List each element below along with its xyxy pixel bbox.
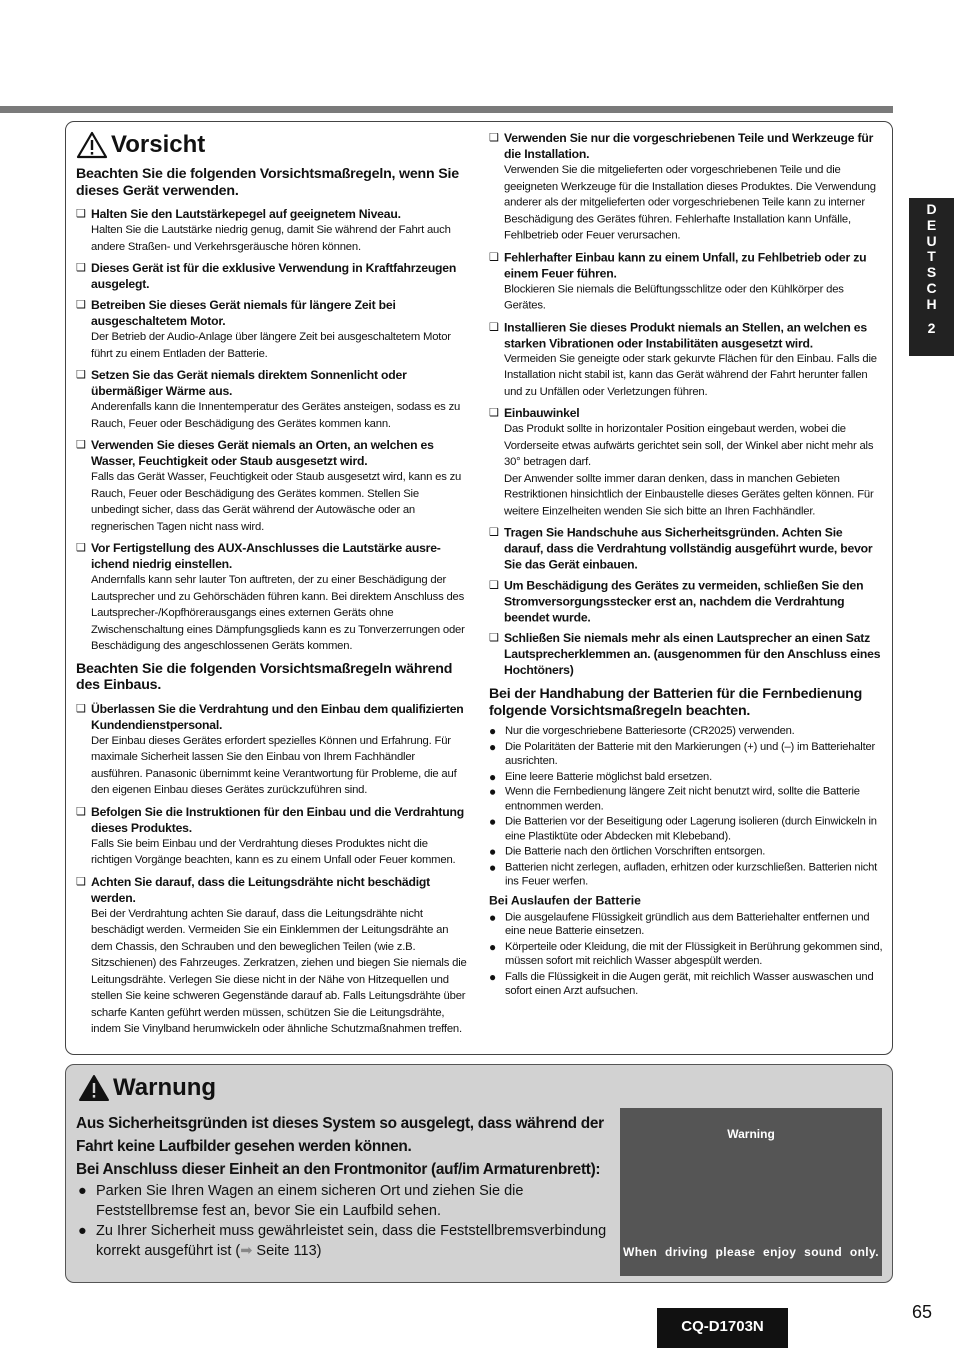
caution-item-description: Vermeiden Sie geneigte oder stark gekurvte Flächen für den Einbau. Falls die Installation nicht stabil ist, kann das Gerät während der Fahrt herunter fallen und zu Unfällen oder Verletzungen führen. <box>504 352 877 398</box>
caution-item <box>76 260 468 292</box>
screen-warning-message: When driving please enjoy sound only. <box>623 1245 879 1259</box>
checkbox-bullet-icon: ❑ <box>76 439 86 451</box>
tab-letter: 2 <box>927 319 936 336</box>
bullet-icon: ● <box>489 769 497 784</box>
battery-bullet-text: Falls die Flüssigkeit in die Augen gerät, mit reichlich Wasser auswaschen und sofort einen Arzt aufsuchen. <box>505 970 874 998</box>
tab-letter: H <box>926 295 937 312</box>
caution-title-text: Vorsicht <box>111 131 206 158</box>
caution-item <box>76 367 468 432</box>
caution-item-description: Verwenden Sie die mitgelieferten oder vorgeschriebenen Teile und die geeigneten Werkzeuge für die Installation dieses Produktes. Die Verwendung anderer als der mitgelieferten oder vorgeschriebenen Teile kann zu interner Beschädigung des Gerätes führen. Fehlerhafte Installation kann Unfälle, Fehlbetrieb oder Feuer verursachen. <box>504 163 876 242</box>
battery-bullet <box>489 845 883 859</box>
battery-bullet <box>489 785 883 814</box>
checkbox-bullet-icon: ❑ <box>76 299 86 311</box>
leak-heading: Bei Auslaufen der Batterie <box>489 892 641 907</box>
bullet-icon: ● <box>78 1223 87 1239</box>
bullet-icon: ● <box>78 1183 87 1199</box>
caution-item-title: Einbauwinkel <box>504 406 580 420</box>
caution-item-title: Setzen Sie das Gerät niemals direktem Sonnenlicht oder übermäßiger Wärme aus. <box>91 368 407 398</box>
caution-item-title: Installieren Sie dieses Produkt niemals an Stellen, an welchen es starken Vibrationen oder Instabilitäten ausgesetzt wird. <box>504 319 867 350</box>
caution-item <box>489 577 883 625</box>
caution-item <box>489 249 883 314</box>
caution-item-description: Halten Sie die Lautstärke niedrig genug, damit Sie während der Fahrt auch andere Straßen- und Verkehrsgeräusche hören können. <box>91 224 451 253</box>
bullet-icon: ● <box>489 784 497 799</box>
caution-item-title: Halten Sie den Lautstärkepegel auf geeignetem Niveau. <box>91 207 401 221</box>
caution-item-title: Befolgen Sie die Instruktionen für den Einbau und die Verdrahtung dieses Produktes. <box>91 804 464 835</box>
caution-left-column <box>76 130 468 1043</box>
bullet-icon: ● <box>489 844 497 859</box>
battery-bullet <box>489 910 883 939</box>
battery-bullet <box>489 860 883 889</box>
caution-item <box>489 130 883 244</box>
tab-letter: U <box>926 232 937 249</box>
checkbox-bullet-icon: ❑ <box>489 579 499 592</box>
bullet-icon: ● <box>489 739 497 754</box>
caution-item <box>76 701 468 799</box>
checkbox-bullet-icon: ❑ <box>489 526 499 539</box>
checkbox-bullet-icon: ❑ <box>489 320 499 333</box>
caution-item <box>76 297 468 362</box>
tab-letter: S <box>926 264 937 281</box>
checkbox-bullet-icon: ❑ <box>76 262 86 274</box>
caution-item-title: Überlassen Sie die Verdrahtung und den Einbau dem qualifizierten Kundendienstpersonal. <box>91 701 464 732</box>
battery-bullet-text: Die Polaritäten der Batterie mit den Markierungen (+) und (–) im Batteriehalter ausrichten. <box>505 740 876 767</box>
checkbox-bullet-icon: ❑ <box>76 875 86 888</box>
checkbox-bullet-icon: ❑ <box>489 632 499 645</box>
battery-bullet-text: Wenn die Fernbedienung längere Zeit nicht benutzt wird, sollte die Batterie entnommen werden. <box>505 785 860 813</box>
bullet-icon: ● <box>489 814 497 829</box>
warning-triangle-filled-icon <box>78 1074 110 1102</box>
caution-item-title: Fehlerhafter Einbau kann zu einem Unfall, zu Fehlbetrieb oder zu einem Feuer führen. <box>504 250 867 280</box>
caution-item-description: Falls das Gerät Wasser, Feuchtigkeit oder Staub ausgesetzt wird, kann es zu Rauch, Feuer oder Beschädigung des Gerätes kommen. Stellen Sie unbedingt sicher, dass das Gerät während der Autowäsche oder an regnerischen Tagen nicht nass wird. <box>91 471 462 533</box>
caution-heading-use: Beachten Sie die folgenden Vorsichtsmaßregeln, wenn Sie dieses Gerät verwenden. <box>76 166 459 199</box>
caution-item-description: Anderenfalls kann die Innentemperatur des Gerätes ansteigen, sodass es zu Rauch, Feuer oder Beschädigung des Gerätes kommen kann. <box>91 401 461 430</box>
warning-text <box>76 1112 616 1261</box>
warning-bullet-2 <box>76 1221 616 1261</box>
caution-item <box>76 874 468 1038</box>
tab-letter: E <box>926 216 937 233</box>
page-number: 65 <box>912 1302 933 1322</box>
screen-warning-label: Warning <box>727 1127 775 1141</box>
battery-bullet-text: Nur die vorgeschriebene Batteriesorte (CR2025) verwenden. <box>505 724 795 737</box>
checkbox-bullet-icon: ❑ <box>489 131 499 144</box>
warning-bold-2: Bei Anschluss dieser Einheit an den Frontmonitor (auf/im Armaturenbrett): <box>76 1161 601 1178</box>
battery-bullet-text: Die Batterie nach den örtlichen Vorschriften entsorgen. <box>505 845 766 858</box>
caution-item-description: Andernfalls kann sehr lauter Ton auftreten, der zu einer Beschädigung der Lautsprecher und zu Gehörschäden führen kann. Bei direktem Anschluss des Lautsprecher-/Kopfhörerausgangs eines externen Geräts ohne Zwischenschaltung eines Dämpfungsglieds kann es zu Tonverzerrungen oder Beschädigung des angeschlossenen Geräts kommen. <box>91 574 465 652</box>
caution-item <box>489 525 883 573</box>
caution-item-description: Der Betrieb der Audio-Anlage über längere Zeit bei ausgeschaltetem Motor führt zu einem Entladen der Batterie. <box>91 331 451 360</box>
top-rule <box>0 106 893 113</box>
warning-title <box>78 1073 216 1103</box>
arrow-right-icon: ➡ <box>240 1243 253 1259</box>
checkbox-bullet-icon: ❑ <box>76 369 86 381</box>
language-tab <box>909 198 954 356</box>
battery-bullet <box>489 815 883 844</box>
caution-right-column <box>489 130 883 1000</box>
battery-bullet <box>489 940 883 969</box>
caution-item-description: Blockieren Sie niemals die Belüftungsschlitze oder den Kühlkörper des Gerätes. <box>504 282 844 312</box>
warning-bullet-2-text: Zu Ihrer Sicherheit muss gewährleistet sein, dass die Feststellbremsverbindung korrekt ausgeführt ist ( <box>96 1223 607 1259</box>
battery-bullet <box>489 724 883 738</box>
caution-heading-install: Beachten Sie die folgenden Vorsichtsmaßregeln während des Einbaus. <box>76 660 453 693</box>
checkbox-bullet-icon: ❑ <box>76 208 86 220</box>
warning-triangle-icon <box>76 131 108 159</box>
warning-bullet-1 <box>76 1181 616 1221</box>
battery-heading: Bei der Handhabung der Batterien für die Fernbedienung folgende Vorsichtsmaßregeln beachten. <box>489 686 863 719</box>
tab-letter: D <box>926 201 937 217</box>
battery-bullet <box>489 970 883 999</box>
caution-item-title: Um Beschädigung des Gerätes zu vermeiden, schließen Sie den Stromversorgungsstecker erst an, nachdem die Verdrahtung beendet wurde. <box>504 578 864 625</box>
caution-item <box>76 206 468 255</box>
caution-item-description: Der Anwender sollte immer daran denken, dass in manchen Gebieten Restriktionen hinsichtlich der Einbaustelle dieses Gerätes gelten können. Für weitere Einzelheiten wenden Sie sich bitte an Ihren Fachhändler. <box>504 472 874 518</box>
checkbox-bullet-icon: ❑ <box>489 251 499 264</box>
checkbox-bullet-icon: ❑ <box>76 542 86 554</box>
caution-item-title: Tragen Sie Handschuhe aus Sicherheitsgründen. Achten Sie darauf, dass die Verdrahtung vollständig ausgeführt wurde, bevor Sie das Gerät einbauen. <box>504 525 873 572</box>
caution-item-description: Bei der Verdrahtung achten Sie darauf, dass die Leitungsdrähte nicht beschädigt werden. Vermeiden Sie ein Einklemmen der Leitungsdrähte an dem Chassis, den Schrauben und den beweglichen Teilen (wie z.B. Sitzschienen) des Fahrzeuges. Zerkratzen, ziehen und biegen Sie niemals die Leitungsdrähte. Verlegen Sie diese nicht in der Nähe von Hitzequellen und stellen Sie keine schweren Gegenstände darauf ab. Falls Leitungsdrähte über scharfe Kanten geführt werden müssen, schützen Sie die Leitungsdrähte, indem Sie Vinylband herumwickeln oder ähnliche Schutzmaßnahmen treffen. <box>91 907 467 1035</box>
battery-bullet-text: Die ausgelaufene Flüssigkeit gründlich aus dem Batteriehalter entfernen und eine neue Batterie einsetzen. <box>505 910 870 938</box>
caution-item <box>489 630 883 678</box>
battery-bullet <box>489 739 883 768</box>
caution-item-title: Dieses Gerät ist für die exklusive Verwendung in Kraftfahrzeugen ausgelegt. <box>91 261 457 291</box>
monitor-screen-illustration <box>620 1108 882 1276</box>
bullet-icon: ● <box>489 969 497 984</box>
battery-bullet <box>489 769 883 783</box>
caution-item-title: Verwenden Sie dieses Gerät niemals an Orten, an welchen es Wasser, Feuchtigkeit oder Staub ausgesetzt wird. <box>91 438 434 468</box>
warning-bullet-1-text: Parken Sie Ihren Wagen an einem sicheren Ort und ziehen Sie die Feststellbremse fest an, bevor Sie ein Laufbild sehen. <box>96 1183 524 1219</box>
tab-letter: C <box>926 279 937 296</box>
caution-item-title: Schließen Sie niemals mehr als einen Lautsprecher an einen Satz Lautsprecherklemmen an. (ausgenommen für den Anschluss eines Hochtöners) <box>504 631 881 678</box>
battery-bullet-text: Körperteile oder Kleidung, die mit der Flüssigkeit in Berührung gekommen sind, müssen sofort mit reichlich Wasser abgespült werden. <box>505 940 883 968</box>
caution-item-description: Falls Sie beim Einbau und der Verdrahtung dieses Produktes nicht die richtigen Vorgänge beachten, kann es zu einem Unfall oder Feuer kommen. <box>91 837 456 866</box>
caution-item <box>76 437 468 535</box>
model-label: CQ-D1703N <box>657 1308 788 1348</box>
caution-item <box>76 804 468 869</box>
caution-item-title: Achten Sie darauf, dass die Leitungsdrähte nicht beschädigt werden. <box>91 874 430 905</box>
tab-letter: T <box>927 248 936 265</box>
warning-bold-1: Aus Sicherheitsgründen ist dieses System so ausgelegt, dass während der Fahrt keine Laufbilder gesehen werden können. <box>76 1115 604 1155</box>
battery-bullet-text: Die Batterien vor der Beseitigung oder Lagerung isolieren (durch Einwickeln in eine Plastiktüte oder Abdecken mit Klebeband). <box>505 815 877 843</box>
bullet-icon: ● <box>489 909 497 924</box>
caution-item-title: Betreiben Sie dieses Gerät niemals für längere Zeit bei ausgeschaltetem Motor. <box>91 298 396 328</box>
battery-bullet-text: Eine leere Batterie möglichst bald ersetzen. <box>505 770 712 783</box>
caution-item-description: Das Produkt sollte in horizontaler Position eingebaut werden, wobei die Vorderseite etwas aufwärts gerichtet sein soll, der Winkel aber nicht mehr als 30° betragen darf. <box>504 422 874 468</box>
checkbox-bullet-icon: ❑ <box>489 407 499 420</box>
checkbox-bullet-icon: ❑ <box>76 702 86 715</box>
caution-item-description: Der Einbau dieses Gerätes erfordert spezielles Können und Erfahrung. Für maximale Sicherheit lassen Sie den Einbau von Ihrem Fachhändler ausführen. Panasonic übernimmt keine Verantwortung für Probleme, die auf den eigenen Einbau dieses Gerätes zurückzuführen sind. <box>91 734 457 796</box>
caution-item-title: Vor Fertigstellung des AUX-Anschlusses die Lautstärke ausre-ichend niedrig einstellen. <box>91 541 441 571</box>
caution-title <box>76 130 468 160</box>
warning-title-text: Warnung <box>113 1074 217 1101</box>
battery-bullet-text: Batterien nicht zerlegen, aufladen, erhitzen oder kurzschließen. Batterien nicht ins Feuer werfen. <box>505 860 878 888</box>
bullet-icon: ● <box>489 859 497 874</box>
caution-item-title: Verwenden Sie nur die vorgeschriebenen Teile und Werkzeuge für die Installation. <box>504 130 874 161</box>
checkbox-bullet-icon: ❑ <box>76 805 86 818</box>
bullet-icon: ● <box>489 939 497 954</box>
bullet-icon: ● <box>489 723 497 738</box>
caution-item <box>489 405 883 520</box>
page-reference: Seite 113) <box>252 1243 322 1259</box>
caution-item <box>76 540 468 655</box>
caution-item <box>489 319 883 400</box>
